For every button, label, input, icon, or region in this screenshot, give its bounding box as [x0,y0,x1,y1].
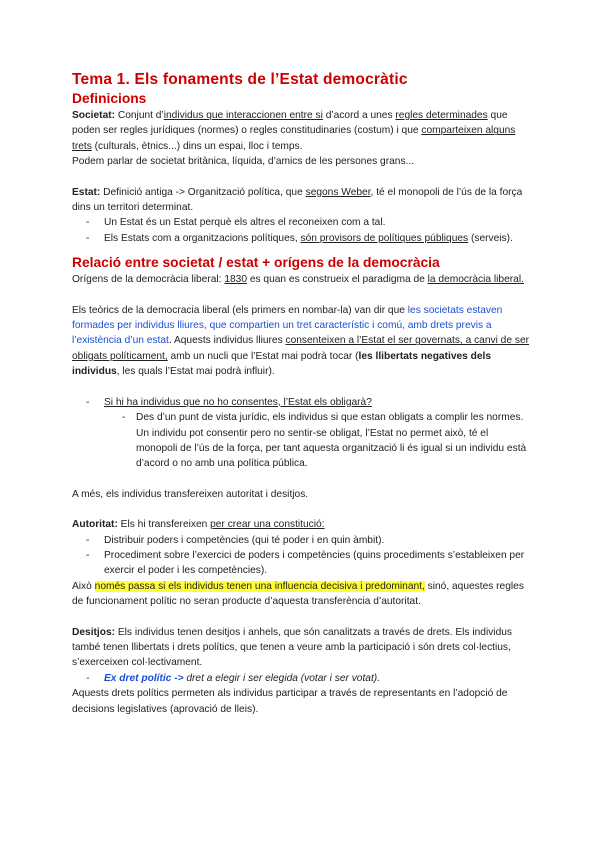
term-societat: Societat: [72,110,116,121]
term-desitjos: Desitjos: [72,626,116,638]
paragraph-desitjos: Desitjos: Els individus tenen desitjos i anhels, que són canalitzats a través de drets. Els individus també tenen llibertats i drets polítics, que tenen a veure amb la participació i són drets col·lectius, s’exerceixen col·lectivament. [72,626,512,669]
paragraph-drets-politics: Aquests drets polítics permeten als individus participar a través de representants en l’adopció de decisions legislatives (aprovació de lleis). [72,688,508,715]
term-estat: Estat: [72,186,101,198]
answer-list [72,410,532,472]
paragraph-teorics: Els teòrics de la democracia liberal (els primers en nombar-la) van dir que les societats estaven formades per individus lliures, que compartien un tret característic i comú, amb drets previs a l’existència d’un estat. Aquests individus lliures consenteixen a l’Estat el ser governats, a canvi de ser obligats políticament, amb un nucli que l’Estat mai podrà tocar (les llibertats negatives dels individus, les quals l’Estat mai podrà influir). [72,304,530,378]
heading-definicions: Definicions [72,91,147,106]
question-text: Si hi ha individus que no ho consentes, l’Estat els obligarà? [104,396,372,408]
list-item [86,395,532,410]
autoritat-list [72,533,532,579]
paragraph-societat-examples: Podem parlar de societat britànica, líquida, d’amics de les persones grans... [72,156,415,168]
paragraph-estat: Estat: Definició antiga -> Organització política, que segons Weber, té el monopoli de l’ús de la força dins un territori determinat. [72,186,523,214]
document-title: Tema 1. Els fonaments de l’Estat democràtic [72,71,408,88]
heading-relacio: Relació entre societat / estat + orígens de la democràcia [72,255,440,271]
paragraph-ames: A més, els individus transfereixen autoritat i desitjos. [72,488,309,500]
list-item: - Ex dret polític -> dret a elegir i ser elegida (votar i ser votat). [86,671,532,686]
term-autoritat: Autoritat: [72,519,118,531]
list-item: - Un Estat és un Estat perquè els altres el reconeixen com a tal. [86,215,532,230]
paragraph-autoritat: Autoritat: Els hi transfereixen per crear una constitució: [72,519,325,531]
desitjos-list [72,671,532,686]
paragraph-autoritat-note: Això només passa si els individus tenen una influencia decisiva i predominant, sinó, aquestes regles de funcionament polític no seran producte d’aquesta transferència d’autoritat. [72,580,524,608]
highlighted-text: només passa si els individus tenen una influencia decisiva i predominant, [94,580,425,592]
paragraph-societat: Societat: Conjunt d’individus que interaccionen entre si d’acord a unes regles determinades que poden ser regles jurídiques (normes) o regles constitudinaries (costum) i que comparteixen alguns trets (culturals, ètnics...) dins un espai, lloc i temps. [72,110,516,152]
estat-list [72,215,532,246]
list-item: - Distribuir poders i competències (qui té poder i en quin àmbit). [86,533,532,548]
list-item: - Procediment sobre l’exercici de poders i competències (quins procediments s’estableixen per exercir el poder i les competències). [86,548,532,579]
list-item: - Des d’un punt de vista jurídic, els individus si que estan obligats a complir les normes. Un individu pot consentir pero no sentir-se obligat, l’Estat no permet això, té el monopoli de l’ús de la força, per tant aquesta organització li és igual si un individu està d’acord o no amb una política pública. [122,410,532,472]
document-page [72,70,532,717]
paragraph-origens: Orígens de la democràcia liberal: 1830 es quan es construeix el paradigma de la democràcia liberal. [72,274,524,286]
question-list [72,395,532,410]
list-item: - Els Estats com a organitzacions polítiques, són provisors de polítiques públiques (serveis). [86,231,532,246]
